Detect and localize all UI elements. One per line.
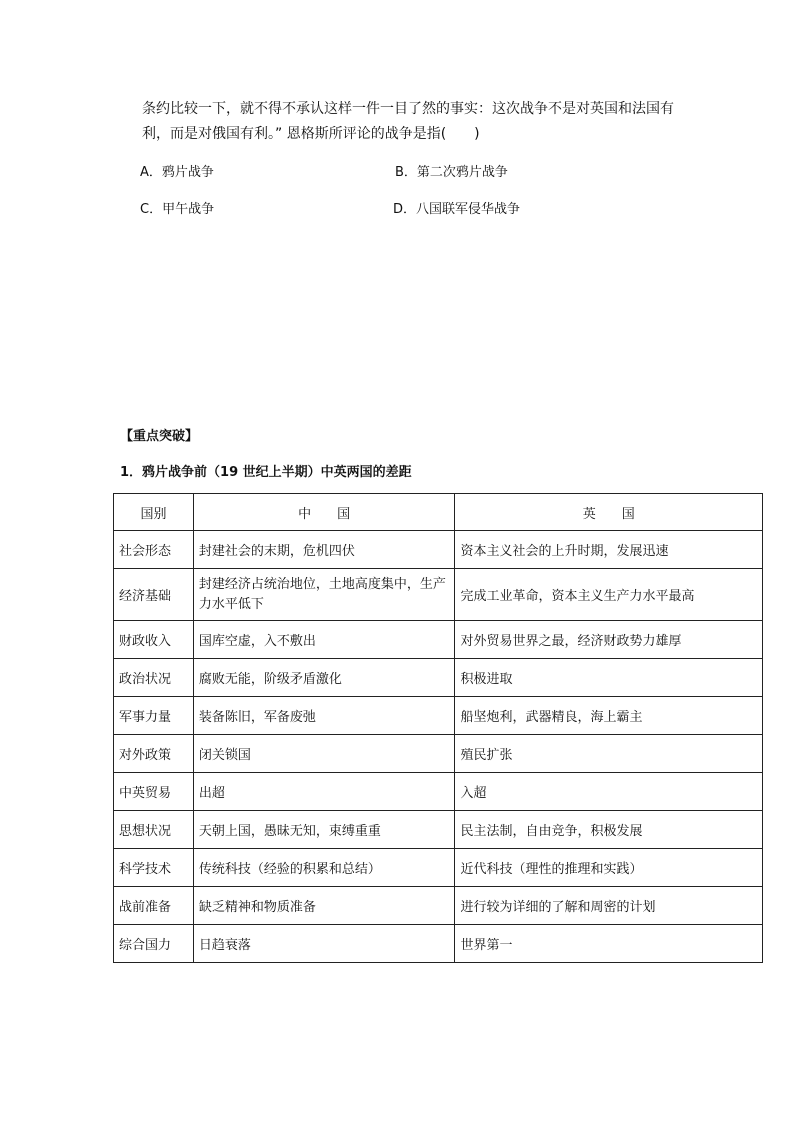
china-cell: 封建经济占统治地位，土地高度集中，生产力水平低下 — [193, 569, 455, 621]
row-category: 综合国力 — [114, 925, 194, 963]
britain-cell: 殖民扩张 — [455, 735, 763, 773]
section-title: 【重点突破】 — [120, 429, 199, 444]
china-cell: 缺乏精神和物质准备 — [193, 887, 455, 925]
britain-cell: 近代科技（理性的推理和实践） — [455, 849, 763, 887]
table-row — [114, 531, 763, 569]
option-a: A．鸦片战争 — [140, 165, 214, 180]
row-category: 思想状况 — [114, 811, 194, 849]
britain-cell: 对外贸易世界之最，经济财政势力雄厚 — [455, 621, 763, 659]
header-category: 国别 — [114, 494, 194, 531]
china-cell: 国库空虚，入不敷出 — [193, 621, 455, 659]
question-text-line-1: 条约比较一下，就不得不承认这样一件一目了然的事实：这次战争不是对英国和法国有 — [142, 101, 674, 117]
comparison-table — [113, 493, 763, 963]
table-row — [114, 773, 763, 811]
china-cell: 日趋衰落 — [193, 925, 455, 963]
option-b: B．第二次鸦片战争 — [395, 165, 508, 180]
row-category: 军事力量 — [114, 697, 194, 735]
china-cell: 天朝上国，愚昧无知，束缚重重 — [193, 811, 455, 849]
table-header-row — [114, 494, 763, 531]
britain-cell: 进行较为详细的了解和周密的计划 — [455, 887, 763, 925]
header-china: 中 国 — [193, 494, 455, 531]
table-row — [114, 697, 763, 735]
option-d: D．八国联军侵华战争 — [393, 202, 521, 217]
row-category: 科学技术 — [114, 849, 194, 887]
britain-cell: 船坚炮利，武器精良，海上霸主 — [455, 697, 763, 735]
row-category: 战前准备 — [114, 887, 194, 925]
table-row — [114, 569, 763, 621]
table-row — [114, 925, 763, 963]
table-row — [114, 811, 763, 849]
table-row — [114, 887, 763, 925]
row-category: 社会形态 — [114, 531, 194, 569]
china-cell: 封建社会的末期，危机四伏 — [193, 531, 455, 569]
row-category: 财政收入 — [114, 621, 194, 659]
question-text-line-2: 利，而是对俄国有利。” 恩格斯所评论的战争是指( ) — [142, 126, 480, 142]
option-c: C．甲午战争 — [140, 202, 215, 217]
china-cell: 腐败无能，阶级矛盾激化 — [193, 659, 455, 697]
table-row — [114, 621, 763, 659]
header-britain: 英 国 — [455, 494, 763, 531]
table-title: 1．鸦片战争前（19 世纪上半期）中英两国的差距 — [120, 465, 412, 480]
table-row — [114, 735, 763, 773]
china-cell: 传统科技（经验的积累和总结） — [193, 849, 455, 887]
china-cell: 装备陈旧，军备废弛 — [193, 697, 455, 735]
row-category: 对外政策 — [114, 735, 194, 773]
row-category: 经济基础 — [114, 569, 194, 621]
britain-cell: 世界第一 — [455, 925, 763, 963]
britain-cell: 完成工业革命，资本主义生产力水平最高 — [455, 569, 763, 621]
table-row — [114, 849, 763, 887]
china-cell: 闭关锁国 — [193, 735, 455, 773]
britain-cell: 积极进取 — [455, 659, 763, 697]
britain-cell: 入超 — [455, 773, 763, 811]
table-row — [114, 659, 763, 697]
row-category: 政治状况 — [114, 659, 194, 697]
britain-cell: 资本主义社会的上升时期，发展迅速 — [455, 531, 763, 569]
china-cell: 出超 — [193, 773, 455, 811]
britain-cell: 民主法制，自由竞争，积极发展 — [455, 811, 763, 849]
row-category: 中英贸易 — [114, 773, 194, 811]
